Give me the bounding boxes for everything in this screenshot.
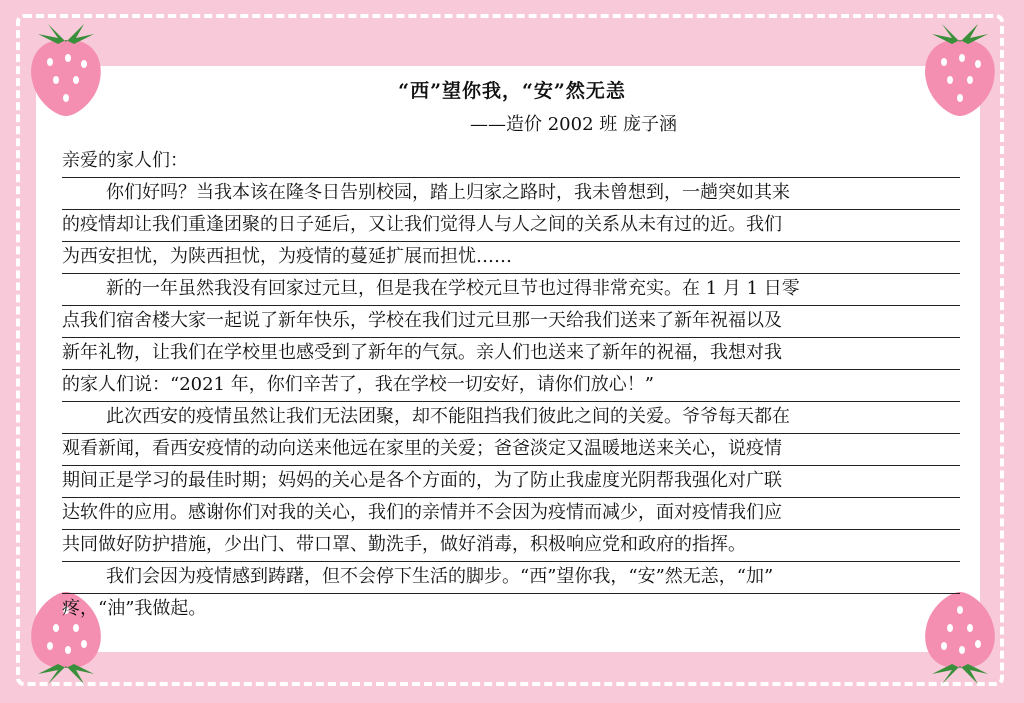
body-line: 的家人们说：“2021 年，你们辛苦了，我在学校一切安好，请你们放心！” xyxy=(62,370,960,402)
body-line: 的疫情却让我们重逢团聚的日子延后，又让我们觉得人与人之间的关系从未有过的近。我们 xyxy=(62,210,960,242)
body-line: 疼，“油”我做起。 xyxy=(62,598,207,619)
body-line: 达软件的应用。感谢你们对我的关心，我们的亲情并不会因为疫情而减少，面对疫情我们应 xyxy=(62,498,960,530)
body-line: 新的一年虽然我没有回家过元旦，但是我在学校元旦节也过得非常充实。在 1 月 1 日零 xyxy=(62,274,960,306)
body-line: 为西安担忧，为陕西担忧，为疫情的蔓延扩展而担忧…… xyxy=(62,242,960,274)
letter-author: ——造价 2002 班 庞子涵 xyxy=(470,114,677,135)
body-line: 点我们宿舍楼大家一起说了新年快乐，学校在我们过元旦那一天给我们送来了新年祝福以及 xyxy=(62,306,960,338)
body-line: 观看新闻，看西安疫情的动向送来他远在家里的关爱；爸爸淡定又温暖地送来关心，说疫情 xyxy=(62,434,960,466)
body-line: 新年礼物，让我们在学校里也感受到了新年的气氛。亲人们也送来了新年的祝福，我想对我 xyxy=(62,338,960,370)
body-line: 共同做好防护措施，少出门、带口罩、勤洗手，做好消毒，积极响应党和政府的指挥。 xyxy=(62,530,960,562)
strawberry-icon xyxy=(912,10,1008,120)
body-line: 你们好吗？当我本该在隆冬日告别校园，踏上归家之路时，我未曾想到，一趟突如其来 xyxy=(62,178,960,210)
body-line: 亲爱的家人们： xyxy=(62,146,960,178)
letter-title: “西”望你我，“安”然无恙 xyxy=(398,80,626,102)
strawberry-icon xyxy=(18,10,114,120)
body-line: 此次西安的疫情虽然让我们无法团聚，却不能阻挡我们彼此之间的关爱。爷爷每天都在 xyxy=(62,402,960,434)
letter-body xyxy=(62,146,960,626)
body-line: 期间正是学习的最佳时期；妈妈的关心是各个方面的，为了防止我虚度光阴帮我强化对广联 xyxy=(62,466,960,498)
body-line: 我们会因为疫情感到踌躇，但不会停下生活的脚步。“西”望你我，“安”然无恙，“加” xyxy=(62,562,960,594)
